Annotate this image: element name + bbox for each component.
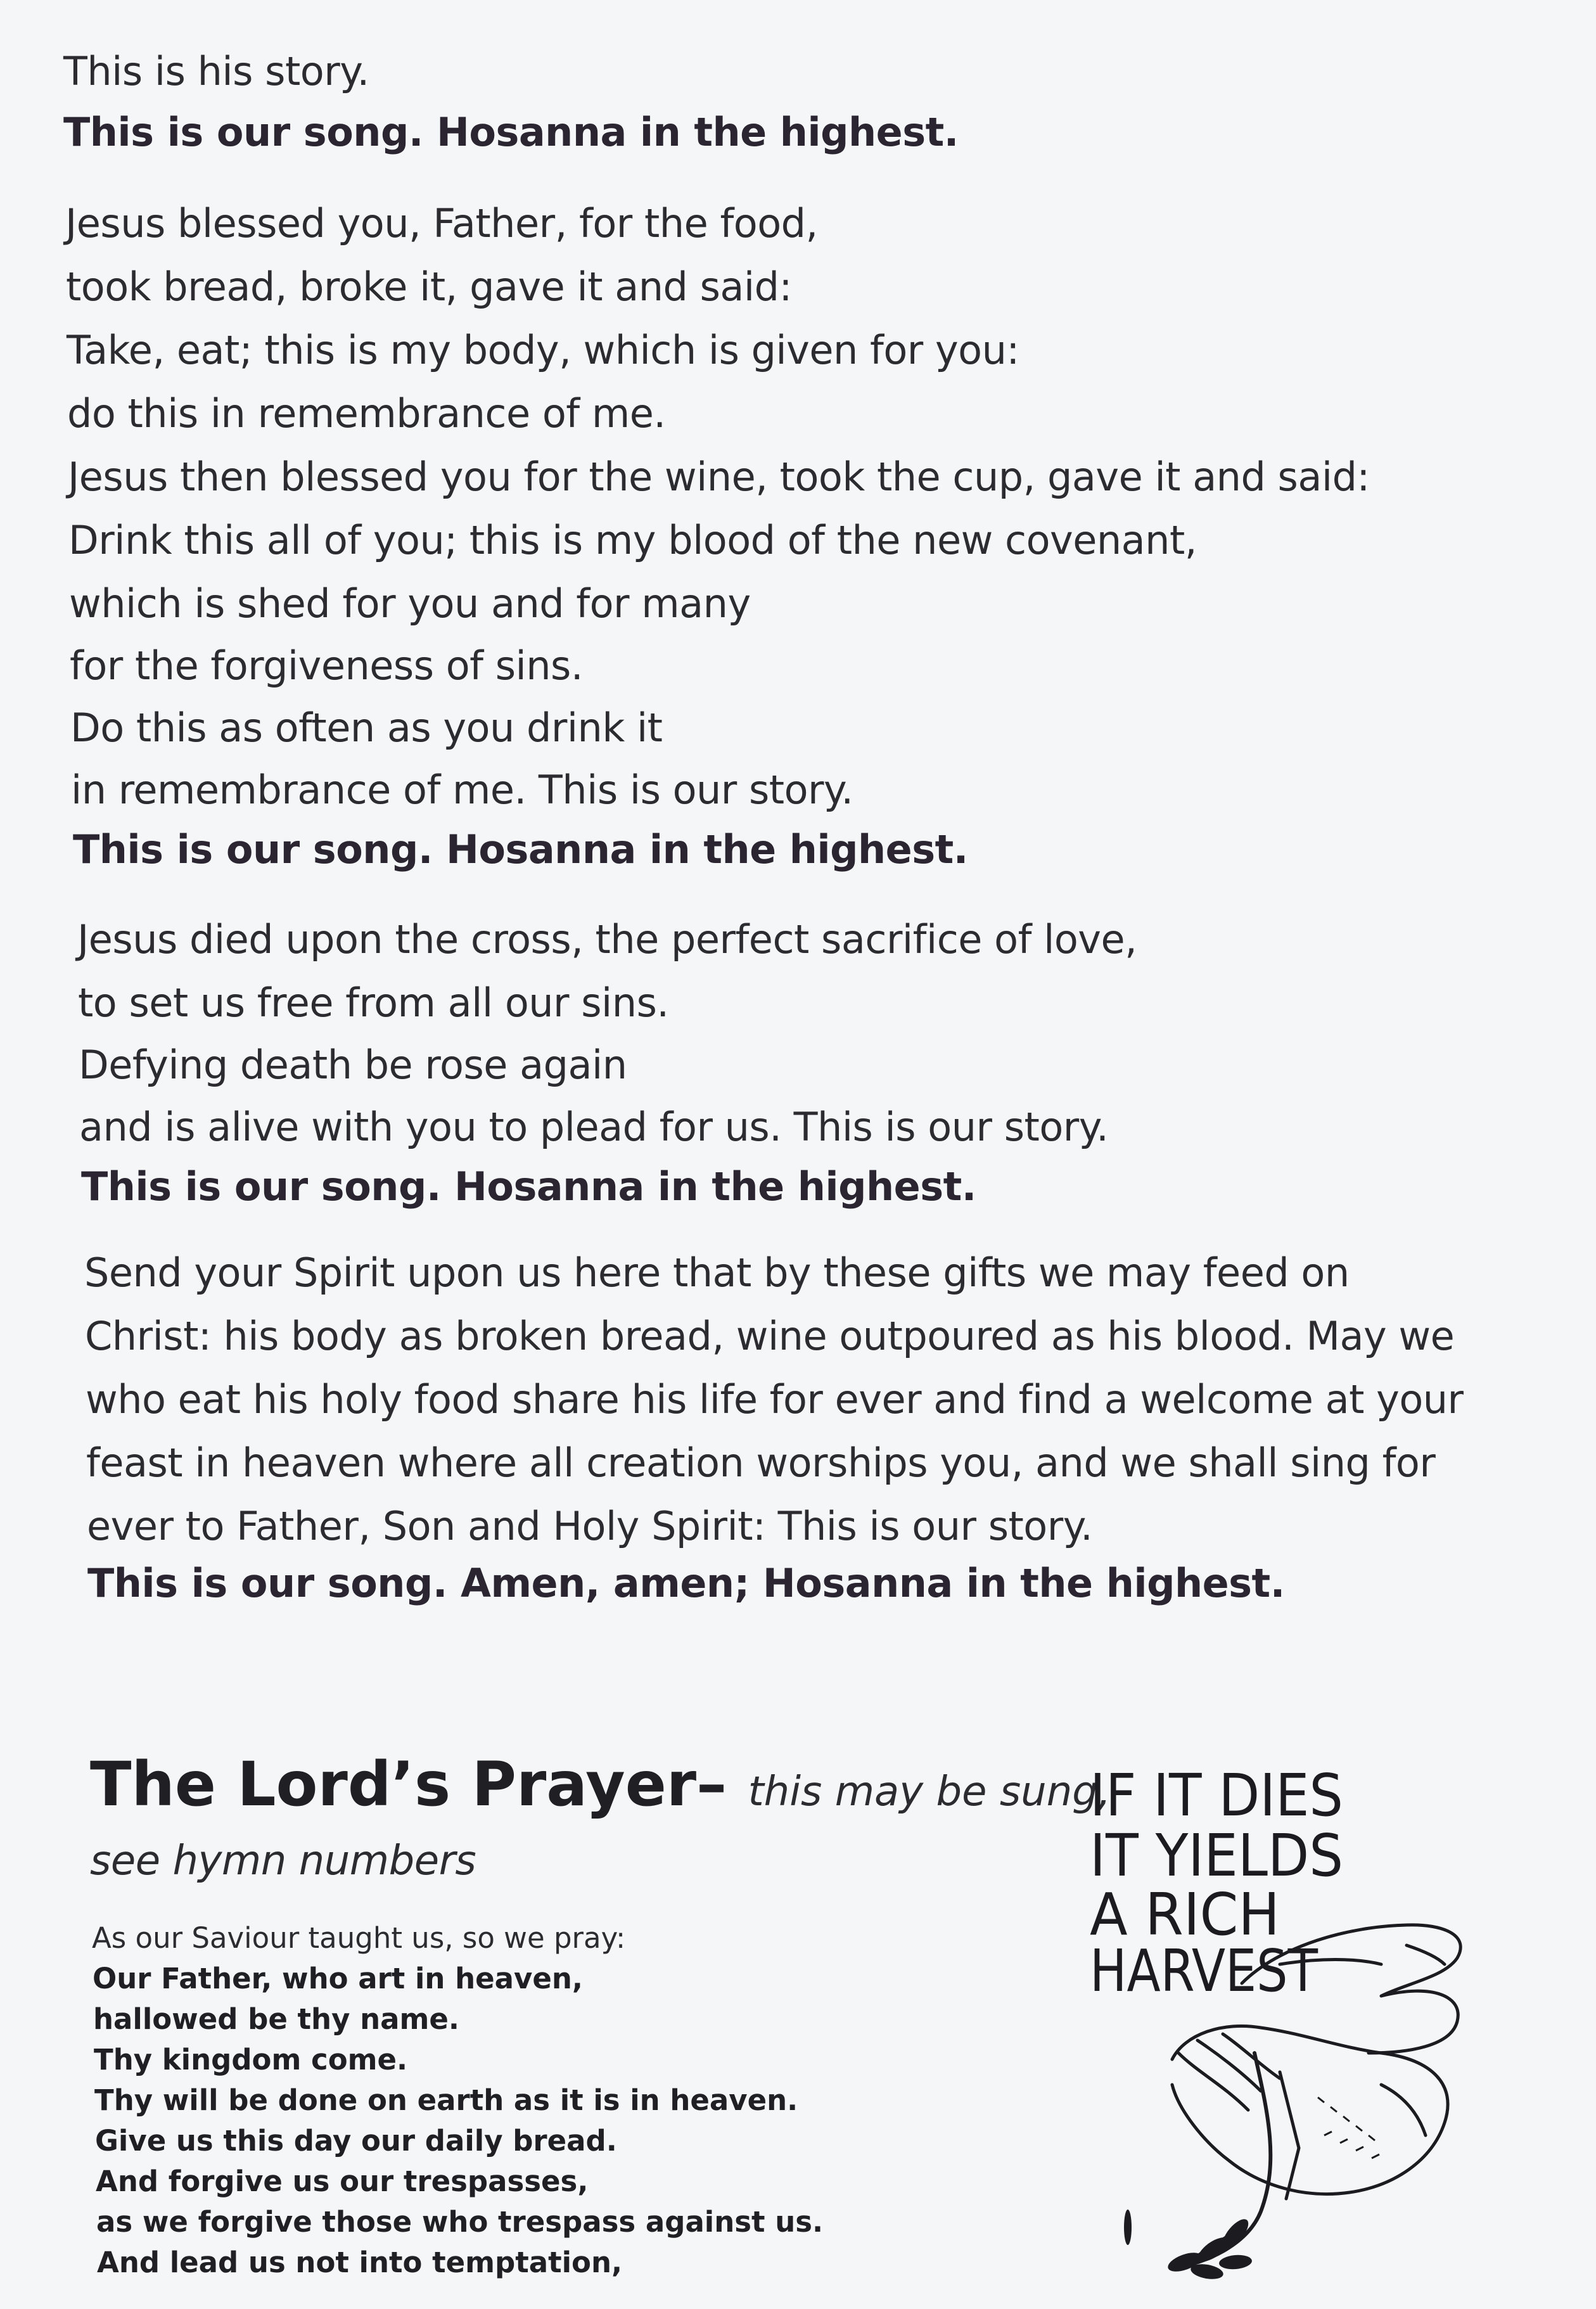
title-text: The Lord’s Prayer–	[90, 1749, 727, 1820]
text-line: Christ: his body as broken bread, wine outpoured as his blood. May we	[85, 1313, 1455, 1359]
text-line: to set us free from all our sins.	[78, 980, 669, 1026]
text-line: took bread, broke it, gave it and said:	[66, 264, 792, 310]
prayer-line: hallowed be thy name.	[93, 2002, 459, 2036]
lords-prayer-title	[90, 1749, 1111, 1820]
prayer-line: Give us this day our daily bread.	[95, 2124, 617, 2158]
text-line: Do this as often as you drink it	[70, 705, 663, 751]
lettering-line: HARVEST	[1090, 1937, 1318, 2005]
prayer-line: And forgive us our trespasses,	[96, 2165, 589, 2198]
response-line: This is our song. Hosanna in the highest.	[81, 1163, 976, 1210]
prayer-intro: As our Saviour taught us, so we pray:	[92, 1921, 626, 1955]
prayer-line: And lead us not into temptation,	[97, 2246, 623, 2279]
response-line: This is our song. Hosanna in the highest.	[63, 109, 959, 155]
text-line: in remembrance of me. This is our story.	[71, 767, 853, 813]
text-line: for the forgiveness of sins.	[70, 643, 584, 689]
hands-wheat-icon	[1052, 1755, 1533, 2281]
title-note-line2: see hymn numbers	[90, 1838, 476, 1884]
text-line: ever to Father, Son and Holy Spirit: This is our story.	[87, 1503, 1093, 1549]
title-note: this may be sung,	[748, 1769, 1111, 1815]
prayer-line: Our Father, who art in heaven,	[93, 1962, 583, 1995]
text-line: Jesus blessed you, Father, for the food,	[65, 200, 818, 246]
lettering-line: A RICH	[1090, 1881, 1280, 1948]
text-line: feast in heaven where all creation worships you, and we shall sing for	[86, 1440, 1436, 1486]
response-line: This is our song. Amen, amen; Hosanna in the highest.	[87, 1560, 1285, 1606]
text-line: This is his story.	[63, 48, 369, 94]
prayer-line: Thy will be done on earth as it is in heaven.	[94, 2083, 798, 2117]
harvest-illustration	[1052, 1755, 1533, 2281]
text-line: do this in remembrance of me.	[67, 390, 666, 437]
text-line: Take, eat; this is my body, which is given for you:	[67, 327, 1019, 373]
text-line: Defying death be rose again	[79, 1042, 627, 1088]
text-line: who eat his holy food share his life for ever and find a welcome at your	[86, 1376, 1464, 1423]
text-line: which is shed for you and for many	[69, 580, 751, 627]
text-line: Drink this all of you; this is my blood of the new covenant,	[68, 517, 1197, 563]
text-line: and is alive with you to plead for us. This is our story.	[79, 1104, 1109, 1150]
text-line: Jesus died upon the cross, the perfect sacrifice of love,	[77, 916, 1137, 963]
text-line: Jesus then blessed you for the wine, took the cup, gave it and said:	[68, 454, 1370, 500]
text-line: Send your Spirit upon us here that by these gifts we may feed on	[84, 1250, 1350, 1296]
lettering-line: IF IT DIES	[1090, 1762, 1343, 1829]
prayer-line: Thy kingdom come.	[94, 2043, 408, 2076]
prayer-line: as we forgive those who trespass against us.	[96, 2205, 824, 2239]
lettering-line: IT YIELDS	[1090, 1822, 1343, 1890]
response-line: This is our song. Hosanna in the highest.	[73, 826, 968, 873]
